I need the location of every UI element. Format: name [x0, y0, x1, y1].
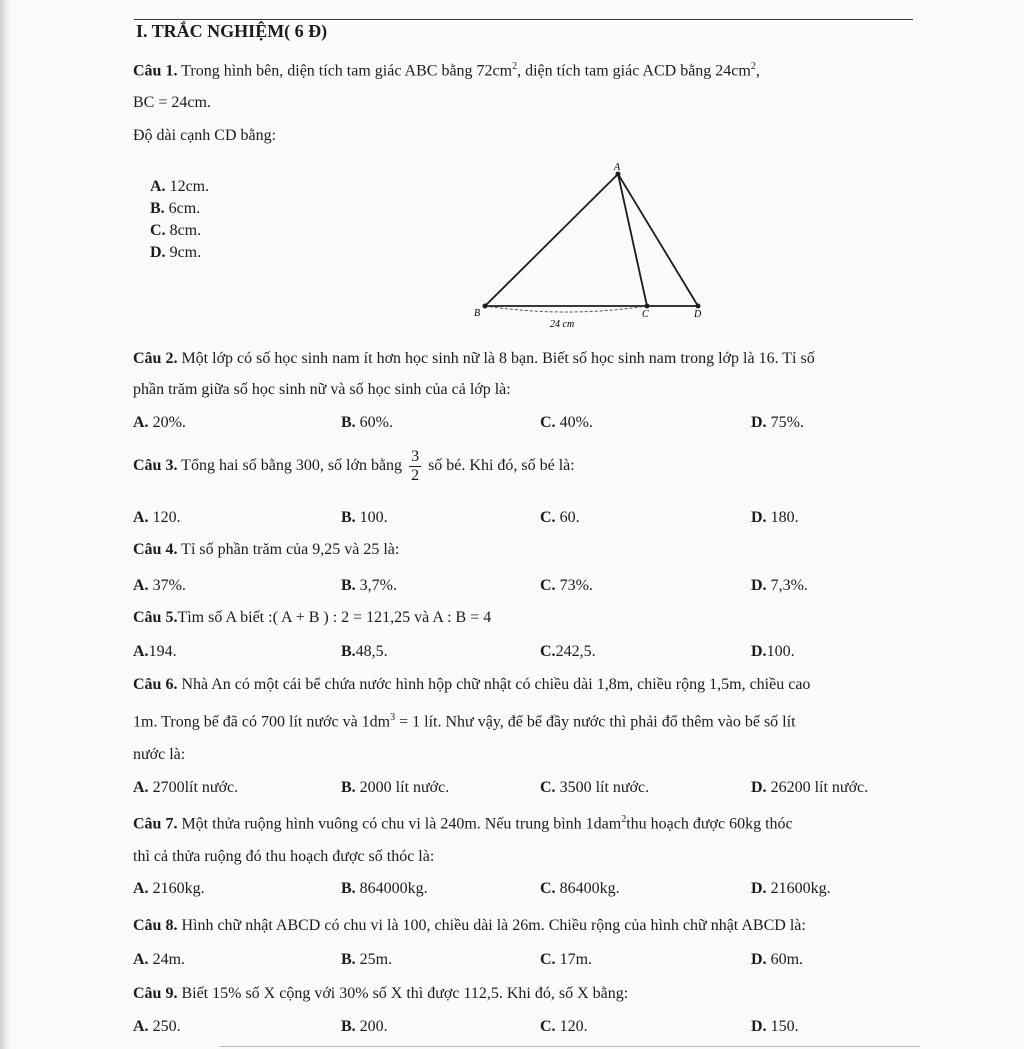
- question-3-line: [133, 448, 575, 485]
- option-letter: C.: [150, 222, 166, 239]
- option-letter: D.: [751, 643, 767, 660]
- q2-option-b[interactable]: [341, 414, 393, 432]
- option-text: 40%.: [559, 414, 593, 431]
- q5-option-c[interactable]: [540, 643, 596, 661]
- q8-option-a[interactable]: [133, 951, 185, 969]
- option-letter: A.: [133, 951, 149, 968]
- q9-option-c[interactable]: [540, 1018, 588, 1036]
- question-9-label: Câu 9.: [133, 985, 178, 1002]
- question-8-label: Câu 8.: [133, 917, 178, 934]
- q8-option-b[interactable]: [341, 951, 392, 969]
- option-text: 194.: [148, 643, 177, 660]
- q6-option-a[interactable]: [133, 779, 238, 797]
- option-text: 3500 lít nước.: [559, 779, 650, 796]
- question-7-text-b: thu hoạch được 60kg thóc: [626, 815, 793, 833]
- triangle-figure: [470, 160, 720, 335]
- option-text: 250.: [152, 1018, 181, 1035]
- option-text: 17m.: [559, 951, 593, 968]
- option-letter: B.: [341, 643, 356, 660]
- option-letter: A.: [133, 779, 149, 796]
- question-6-label: Câu 6.: [133, 676, 178, 693]
- question-2-text: Một lớp có số học sinh nam ít hơn học sinh nữ là 8 bạn. Biết số học sinh nam trong lớp là 16. Tỉ số: [181, 350, 815, 367]
- option-text: 21600kg.: [770, 880, 831, 897]
- option-letter: B.: [341, 779, 356, 796]
- q2-option-a[interactable]: [133, 414, 186, 432]
- q2-option-d[interactable]: [751, 414, 804, 432]
- option-text: 100.: [359, 509, 388, 526]
- question-8-text: Hình chữ nhật ABCD có chu vi là 100, chiều dài là 26m. Chiều rộng của hình chữ nhật ABCD là:: [181, 917, 806, 934]
- q3-option-a[interactable]: [133, 509, 181, 527]
- option-text: 73%.: [559, 577, 593, 594]
- question-2-label: Câu 2.: [133, 350, 178, 367]
- question-1-line-2: BC = 24cm.: [133, 94, 211, 111]
- question-1-label: Câu 1.: [133, 62, 178, 80]
- option-letter: C.: [540, 1018, 556, 1035]
- option-text: 864000kg.: [359, 880, 428, 897]
- q9-option-b[interactable]: [341, 1018, 388, 1036]
- question-6-text-a: 1m. Trong bể đã có 700 lít nước và 1dm: [133, 713, 391, 731]
- question-2-line-1: [133, 350, 815, 368]
- question-7-text-a: Một thửa ruộng hình vuông có chu vi là 240m. Nếu trung bình 1dam: [181, 815, 622, 833]
- option-text: 120.: [559, 1018, 588, 1035]
- question-6-line-3: nước là:: [133, 746, 186, 763]
- option-letter: C.: [540, 880, 556, 897]
- option-letter: D.: [751, 779, 767, 796]
- top-rule: [134, 19, 913, 20]
- question-1-text-b: , diện tích tam giác ACD bằng 24cm: [517, 62, 751, 80]
- q6-option-b[interactable]: [341, 779, 449, 797]
- option-text: 2000 lít nước.: [359, 779, 450, 796]
- fraction: [409, 448, 421, 485]
- option-text: 180.: [770, 509, 799, 526]
- q9-option-d[interactable]: [751, 1018, 799, 1036]
- question-6-sup: 3: [390, 712, 396, 723]
- option-text: 48,5.: [355, 643, 388, 660]
- q3-option-b[interactable]: [341, 509, 388, 527]
- q3-option-d[interactable]: [751, 509, 799, 527]
- q5-option-d[interactable]: [751, 643, 795, 661]
- question-7-line-1: [133, 814, 793, 833]
- question-6-line-1: [133, 676, 810, 694]
- option-letter: A.: [133, 880, 149, 897]
- option-text: 200.: [359, 1018, 388, 1035]
- option-text: 8cm.: [169, 222, 202, 239]
- question-1-sup-a: 2: [512, 61, 518, 72]
- q8-option-d[interactable]: [751, 951, 803, 969]
- option-letter: B.: [341, 951, 356, 968]
- option-letter: A.: [133, 509, 149, 526]
- option-text: 242,5.: [555, 643, 596, 660]
- option-letter: A.: [133, 414, 149, 431]
- q1-option-c[interactable]: [150, 222, 201, 240]
- q3-option-c[interactable]: [540, 509, 580, 527]
- option-text: 3,7%.: [359, 577, 397, 594]
- option-letter: D.: [751, 577, 767, 594]
- q7-option-b[interactable]: [341, 880, 428, 898]
- option-letter: B.: [341, 880, 356, 897]
- q1-option-a[interactable]: [150, 178, 209, 196]
- option-letter: A.: [133, 577, 149, 594]
- label-c: C: [642, 309, 649, 320]
- question-2-line-2: phần trăm giữa số học sinh nữ và số học sinh của cả lớp là:: [133, 381, 511, 398]
- q4-option-c[interactable]: [540, 577, 593, 595]
- bottom-rule: [220, 1046, 920, 1047]
- point-c: [645, 304, 650, 309]
- question-3-label: Câu 3.: [133, 457, 178, 475]
- question-5-line: [133, 609, 491, 627]
- option-text: 120.: [152, 509, 181, 526]
- q7-option-c[interactable]: [540, 880, 620, 898]
- question-6-text: Nhà An có một cái bể chứa nước hình hộp chữ nhật có chiều dài 1,8m, chiều rộng 1,5m, chiều cao: [181, 676, 811, 693]
- question-6-line-2: [133, 712, 796, 731]
- question-3-text-a: Tổng hai số bằng 300, số lớn bằng: [181, 457, 403, 475]
- page-shadow: [0, 0, 12, 1049]
- option-letter: A.: [150, 178, 166, 195]
- label-bc-length: 24 cm: [550, 319, 575, 330]
- option-text: 6cm.: [168, 200, 201, 217]
- option-letter: D.: [751, 509, 767, 526]
- option-letter: D.: [751, 414, 767, 431]
- question-3-text-b: số bé. Khi đó, số bé là:: [428, 457, 575, 475]
- option-text: 2700lít nước.: [152, 779, 239, 796]
- option-text: 25m.: [359, 951, 393, 968]
- question-4-line: [133, 541, 399, 559]
- option-letter: A.: [133, 1018, 149, 1035]
- question-6-text-b: = 1 lít. Như vậy, để bể đầy nước thì phải đổ thêm vào bể số lít: [395, 713, 796, 731]
- q7-option-a[interactable]: [133, 880, 205, 898]
- q7-option-d[interactable]: [751, 880, 831, 898]
- option-text: 75%.: [770, 414, 804, 431]
- question-5-text: Tìm số A biết :( A + B ) : 2 = 121,25 và A : B = 4: [177, 609, 492, 626]
- option-text: 60%.: [359, 414, 393, 431]
- option-letter: C.: [540, 577, 556, 594]
- question-1-text-a: Trong hình bên, diện tích tam giác ABC bằng 72cm: [181, 62, 513, 80]
- option-text: 100.: [766, 643, 795, 660]
- label-b: B: [474, 308, 481, 319]
- question-1-text-c: ,: [755, 62, 760, 80]
- question-9-text: Biết 15% số X cộng với 30% số X thì được 112,5. Khi đó, số X bằng:: [181, 985, 629, 1002]
- option-letter: C.: [540, 779, 556, 796]
- option-text: 60.: [559, 509, 580, 526]
- q4-option-d[interactable]: [751, 577, 808, 595]
- option-text: 86400kg.: [559, 880, 620, 897]
- option-letter: C.: [540, 951, 556, 968]
- option-text: 20%.: [152, 414, 186, 431]
- label-a: A: [614, 162, 621, 173]
- q2-option-c[interactable]: [540, 414, 593, 432]
- q6-option-d[interactable]: [751, 779, 868, 797]
- q4-option-b[interactable]: [341, 577, 397, 595]
- option-text: 2160kg.: [152, 880, 205, 897]
- question-1-sup-b: 2: [750, 61, 756, 72]
- option-letter: C.: [540, 509, 556, 526]
- option-text: 12cm.: [169, 178, 210, 195]
- q1-option-d[interactable]: [150, 244, 201, 262]
- question-1-line-1: [133, 61, 760, 80]
- option-letter: B.: [341, 577, 356, 594]
- q5-option-a[interactable]: [133, 643, 177, 661]
- section-title: I. TRẮC NGHIỆM( 6 Đ): [136, 21, 328, 41]
- q8-option-c[interactable]: [540, 951, 592, 969]
- option-letter: B.: [341, 509, 356, 526]
- option-text: 150.: [770, 1018, 799, 1035]
- option-letter: A.: [133, 643, 149, 660]
- option-text: 24m.: [152, 951, 186, 968]
- edge-ab: [485, 174, 618, 306]
- option-letter: B.: [150, 200, 165, 217]
- edge-ac: [618, 174, 647, 306]
- q4-option-a[interactable]: [133, 577, 186, 595]
- question-4-text: Tỉ số phần trăm của 9,25 và 25 là:: [181, 541, 400, 558]
- option-text: 7,3%.: [770, 577, 808, 594]
- q1-option-b[interactable]: [150, 200, 200, 218]
- question-9-line: [133, 985, 628, 1003]
- option-letter: B.: [341, 414, 356, 431]
- option-letter: D.: [751, 1018, 767, 1035]
- option-text: 9cm.: [169, 244, 202, 261]
- label-d: D: [694, 309, 702, 320]
- option-letter: C.: [540, 643, 556, 660]
- fraction-denominator: 2: [411, 467, 420, 484]
- option-letter: B.: [341, 1018, 356, 1035]
- q5-option-b[interactable]: [341, 643, 388, 661]
- question-7-line-2: thì cả thửa ruộng đó thu hoạch được số thóc là:: [133, 848, 435, 865]
- question-4-label: Câu 4.: [133, 541, 178, 558]
- question-8-line: [133, 917, 806, 935]
- point-d: [696, 304, 701, 309]
- option-letter: D.: [150, 244, 166, 261]
- option-text: 26200 lít nước.: [770, 779, 869, 796]
- question-7-label: Câu 7.: [133, 815, 178, 833]
- option-letter: D.: [751, 880, 767, 897]
- q9-option-a[interactable]: [133, 1018, 181, 1036]
- fraction-numerator: 3: [411, 448, 420, 465]
- option-text: 60m.: [770, 951, 804, 968]
- option-text: 37%.: [152, 577, 186, 594]
- option-letter: D.: [751, 951, 767, 968]
- option-letter: C.: [540, 414, 556, 431]
- question-5-label: Câu 5.: [133, 609, 178, 626]
- question-7-sup: 2: [621, 814, 627, 825]
- point-b: [483, 304, 488, 309]
- question-1-line-3: Độ dài cạnh CD bằng:: [133, 127, 277, 144]
- edge-ad: [618, 174, 698, 306]
- q6-option-c[interactable]: [540, 779, 649, 797]
